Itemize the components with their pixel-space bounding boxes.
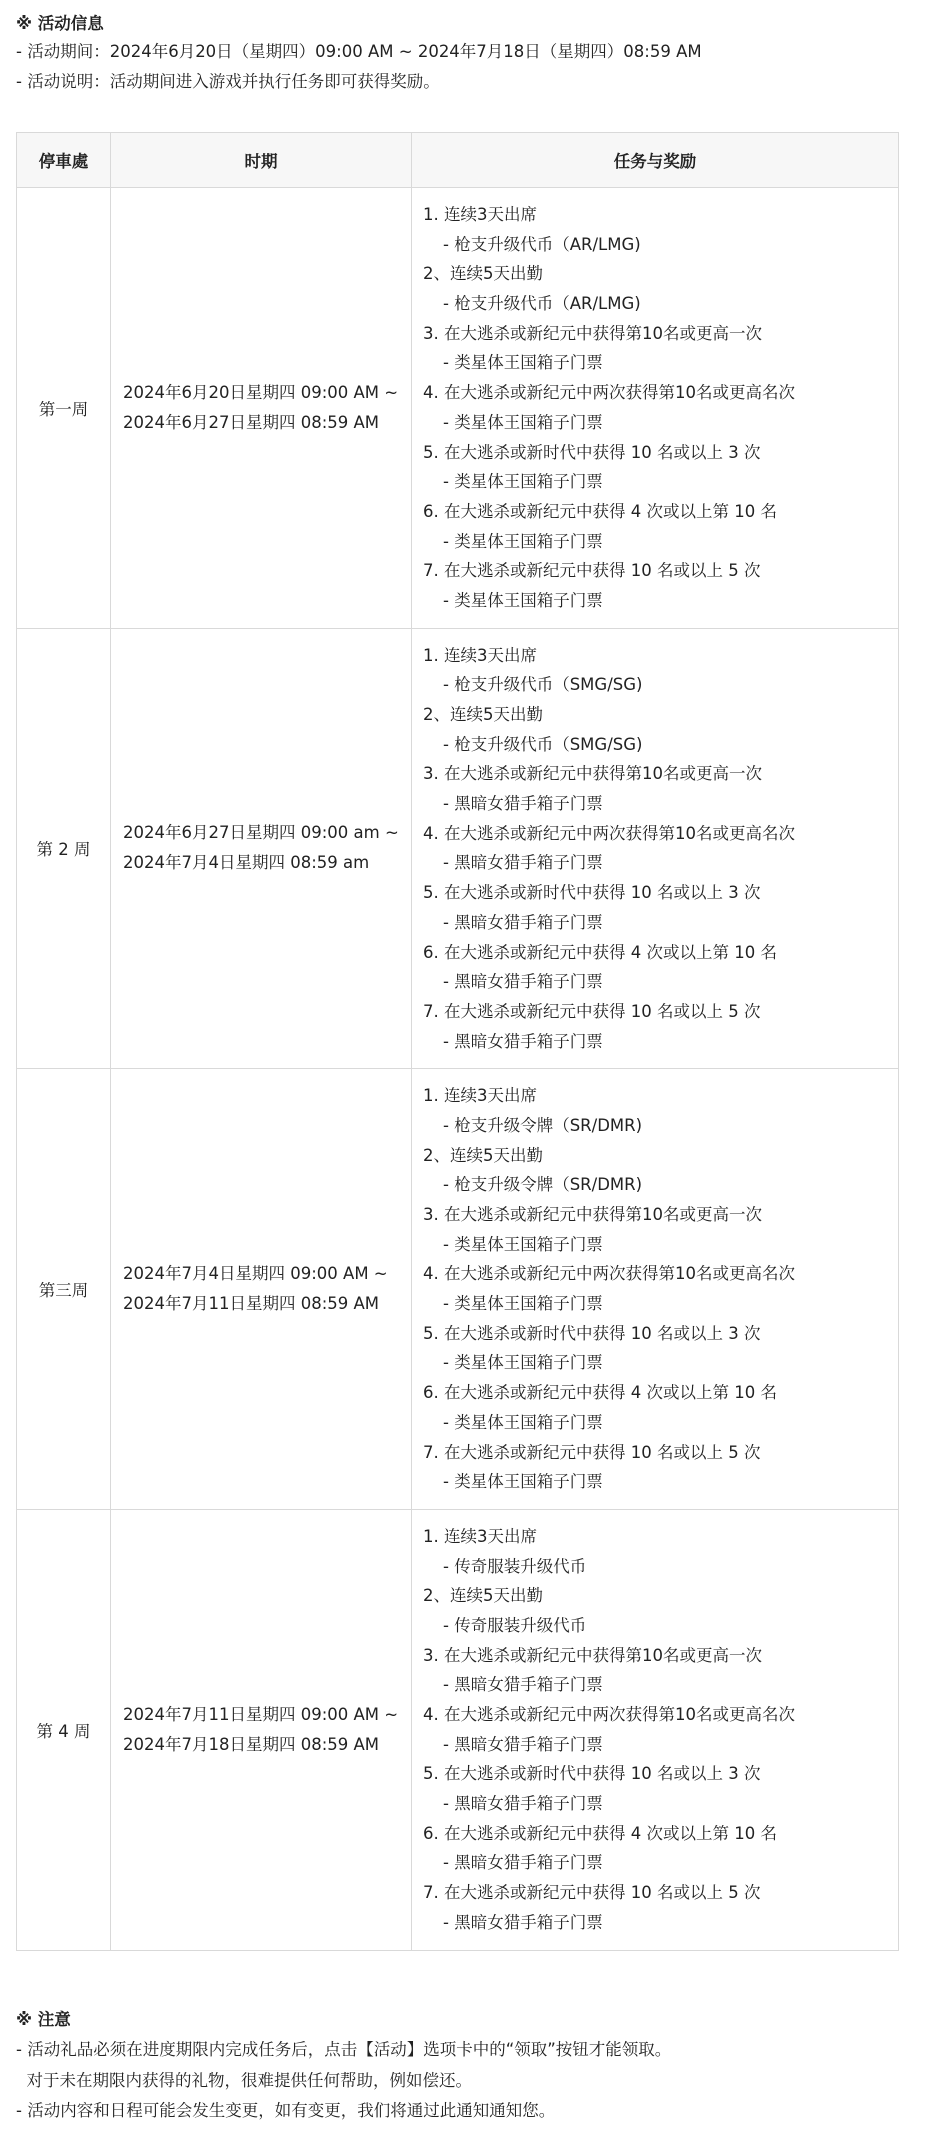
task-line: 5. 在大逃杀或新时代中获得 10 名或以上 3 次 bbox=[423, 883, 761, 903]
reward-line: - 枪支升级代币（AR/LMG) bbox=[443, 294, 641, 314]
reward-line: - 类星体王国箱子门票 bbox=[443, 1294, 603, 1314]
period-cell bbox=[111, 1069, 412, 1510]
event-description-text: - 活动说明：活动期间进入游戏并执行任务即可获得奖励。 bbox=[16, 72, 440, 91]
task-line: 2、连续5天出勤 bbox=[423, 264, 543, 284]
reward-line: - 枪支升级令牌（SR/DMR) bbox=[443, 1115, 643, 1135]
task-line: 4. 在大逃杀或新纪元中两次获得第10名或更高名次 bbox=[423, 1264, 795, 1284]
reward-line: - 类星体王国箱子门票 bbox=[443, 1234, 603, 1254]
reward-line: - 类星体王国箱子门票 bbox=[443, 472, 603, 492]
reward-line: - 黑暗女猎手箱子门票 bbox=[443, 912, 603, 932]
task-line: 3. 在大逃杀或新纪元中获得第10名或更高一次 bbox=[423, 1645, 762, 1665]
task-line: 1. 连续3天出席 bbox=[423, 205, 537, 224]
task-line: 3. 在大逃杀或新纪元中获得第10名或更高一次 bbox=[423, 323, 762, 343]
task-line: 7. 在大逃杀或新纪元中获得 10 名或以上 5 次 bbox=[423, 1883, 761, 1903]
reward-line: - 黑暗女猎手箱子门票 bbox=[443, 1675, 603, 1695]
reward-line: - 黑暗女猎手箱子门票 bbox=[443, 794, 603, 814]
event-info-section bbox=[16, 10, 916, 97]
task-line: 3. 在大逃杀或新纪元中获得第10名或更高一次 bbox=[423, 1205, 762, 1224]
task-line: 7. 在大逃杀或新纪元中获得 10 名或以上 5 次 bbox=[423, 1001, 761, 1021]
week-cell: 第 2 周 bbox=[17, 628, 111, 1069]
task-line: 4. 在大逃杀或新纪元中两次获得第10名或更高名次 bbox=[423, 1705, 795, 1724]
notes-heading: ※ 注意 bbox=[16, 2010, 71, 2029]
period-line: 2024年7月11日星期四 08:59 AM bbox=[123, 1294, 380, 1314]
reward-line: - 类星体王国箱子门票 bbox=[443, 353, 603, 373]
table-row bbox=[17, 188, 899, 629]
reward-line: - 枪支升级令牌（SR/DMR) bbox=[443, 1175, 643, 1195]
period-line: 2024年7月4日星期四 09:00 AM ~ bbox=[123, 1264, 388, 1284]
period-cell bbox=[111, 628, 412, 1069]
reward-line: - 黑暗女猎手箱子门票 bbox=[443, 1734, 603, 1754]
reward-line: - 枪支升级代币（SMG/SG) bbox=[443, 675, 643, 695]
task-line: 1. 连续3天出席 bbox=[423, 1526, 537, 1546]
reward-line: - 黑暗女猎手箱子门票 bbox=[443, 972, 603, 992]
week-cell: 第三周 bbox=[17, 1069, 111, 1510]
task-line: 1. 连续3天出席 bbox=[423, 1086, 537, 1106]
period-line: 2024年6月27日星期四 09:00 am ~ bbox=[123, 823, 399, 843]
task-line: 2、连续5天出勤 bbox=[423, 705, 543, 724]
reward-line: - 类星体王国箱子门票 bbox=[443, 1353, 603, 1373]
reward-line: - 传奇服装升级代币 bbox=[443, 1615, 587, 1635]
reward-line: - 类星体王国箱子门票 bbox=[443, 1412, 603, 1432]
period-line: 2024年7月18日星期四 08:59 AM bbox=[123, 1734, 380, 1754]
task-line: 6. 在大逃杀或新纪元中获得 4 次或以上第 10 名 bbox=[423, 942, 777, 962]
reward-line: - 传奇服装升级代币 bbox=[443, 1556, 587, 1576]
reward-line: - 类星体王国箱子门票 bbox=[443, 1472, 603, 1492]
period-line: 2024年7月4日星期四 08:59 am bbox=[123, 853, 370, 873]
header-period: 时期 bbox=[111, 133, 412, 188]
table-row bbox=[17, 1509, 899, 1950]
reward-line: - 黑暗女猎手箱子门票 bbox=[443, 1853, 603, 1873]
note-line: - 活动礼品必须在进度期限内完成任务后，点击【活动】选项卡中的“领取”按钮才能领取。 bbox=[16, 2040, 672, 2059]
task-line: 5. 在大逃杀或新时代中获得 10 名或以上 3 次 bbox=[423, 1323, 761, 1343]
task-line: 4. 在大逃杀或新纪元中两次获得第10名或更高名次 bbox=[423, 383, 795, 403]
task-line: 6. 在大逃杀或新纪元中获得 4 次或以上第 10 名 bbox=[423, 1823, 777, 1843]
task-line: 1. 连续3天出席 bbox=[423, 645, 537, 665]
tasks-cell bbox=[412, 188, 899, 629]
reward-line: - 枪支升级代币（AR/LMG) bbox=[443, 234, 641, 254]
tasks-cell bbox=[412, 1509, 899, 1950]
note-line: 对于未在期限内获得的礼物，很难提供任何帮助，例如偿还。 bbox=[16, 2070, 472, 2090]
reward-line: - 黑暗女猎手箱子门票 bbox=[443, 853, 603, 873]
note-line: - 活动内容和日程可能会发生变更，如有变更，我们将通过此通知通知您。 bbox=[16, 2101, 556, 2120]
reward-line: - 黑暗女猎手箱子门票 bbox=[443, 1794, 603, 1814]
tasks-cell bbox=[412, 1069, 899, 1510]
reward-line: - 黑暗女猎手箱子门票 bbox=[443, 1031, 603, 1051]
reward-line: - 类星体王国箱子门票 bbox=[443, 412, 603, 432]
week-cell: 第 4 周 bbox=[17, 1509, 111, 1950]
task-line: 4. 在大逃杀或新纪元中两次获得第10名或更高名次 bbox=[423, 823, 795, 843]
period-cell bbox=[111, 1509, 412, 1950]
table-row bbox=[17, 1069, 899, 1510]
week-cell: 第一周 bbox=[17, 188, 111, 629]
task-line: 2、连续5天出勤 bbox=[423, 1586, 543, 1606]
table-header-row bbox=[17, 133, 899, 188]
task-line: 5. 在大逃杀或新时代中获得 10 名或以上 3 次 bbox=[423, 442, 761, 462]
task-line: 7. 在大逃杀或新纪元中获得 10 名或以上 5 次 bbox=[423, 1442, 761, 1462]
table-row bbox=[17, 628, 899, 1069]
event-info-heading: ※ 活动信息 bbox=[16, 14, 104, 33]
period-line: 2024年7月11日星期四 09:00 AM ~ bbox=[123, 1704, 399, 1724]
tasks-cell bbox=[412, 628, 899, 1069]
mission-reward-table bbox=[16, 132, 899, 1951]
task-line: 6. 在大逃杀或新纪元中获得 4 次或以上第 10 名 bbox=[423, 1383, 777, 1403]
period-cell bbox=[111, 188, 412, 629]
task-line: 7. 在大逃杀或新纪元中获得 10 名或以上 5 次 bbox=[423, 561, 761, 581]
reward-line: - 类星体王国箱子门票 bbox=[443, 531, 603, 551]
reward-line: - 类星体王国箱子门票 bbox=[443, 590, 603, 610]
notes-section bbox=[16, 2004, 916, 2127]
header-week: 停車處 bbox=[17, 133, 111, 188]
reward-line: - 枪支升级代币（SMG/SG) bbox=[443, 734, 643, 754]
task-line: 2、连续5天出勤 bbox=[423, 1145, 543, 1165]
period-line: 2024年6月20日星期四 09:00 AM ~ bbox=[123, 382, 399, 402]
header-tasks: 任务与奖励 bbox=[412, 133, 899, 188]
task-line: 6. 在大逃杀或新纪元中获得 4 次或以上第 10 名 bbox=[423, 501, 777, 521]
period-line: 2024年6月27日星期四 08:59 AM bbox=[123, 412, 380, 432]
task-line: 5. 在大逃杀或新时代中获得 10 名或以上 3 次 bbox=[423, 1764, 761, 1784]
reward-line: - 黑暗女猎手箱子门票 bbox=[443, 1912, 603, 1932]
task-line: 3. 在大逃杀或新纪元中获得第10名或更高一次 bbox=[423, 764, 762, 784]
event-period-text: - 活动期间：2024年6月20日（星期四）09:00 AM ~ 2024年7月18日（星期四）08:59 AM bbox=[16, 42, 702, 61]
